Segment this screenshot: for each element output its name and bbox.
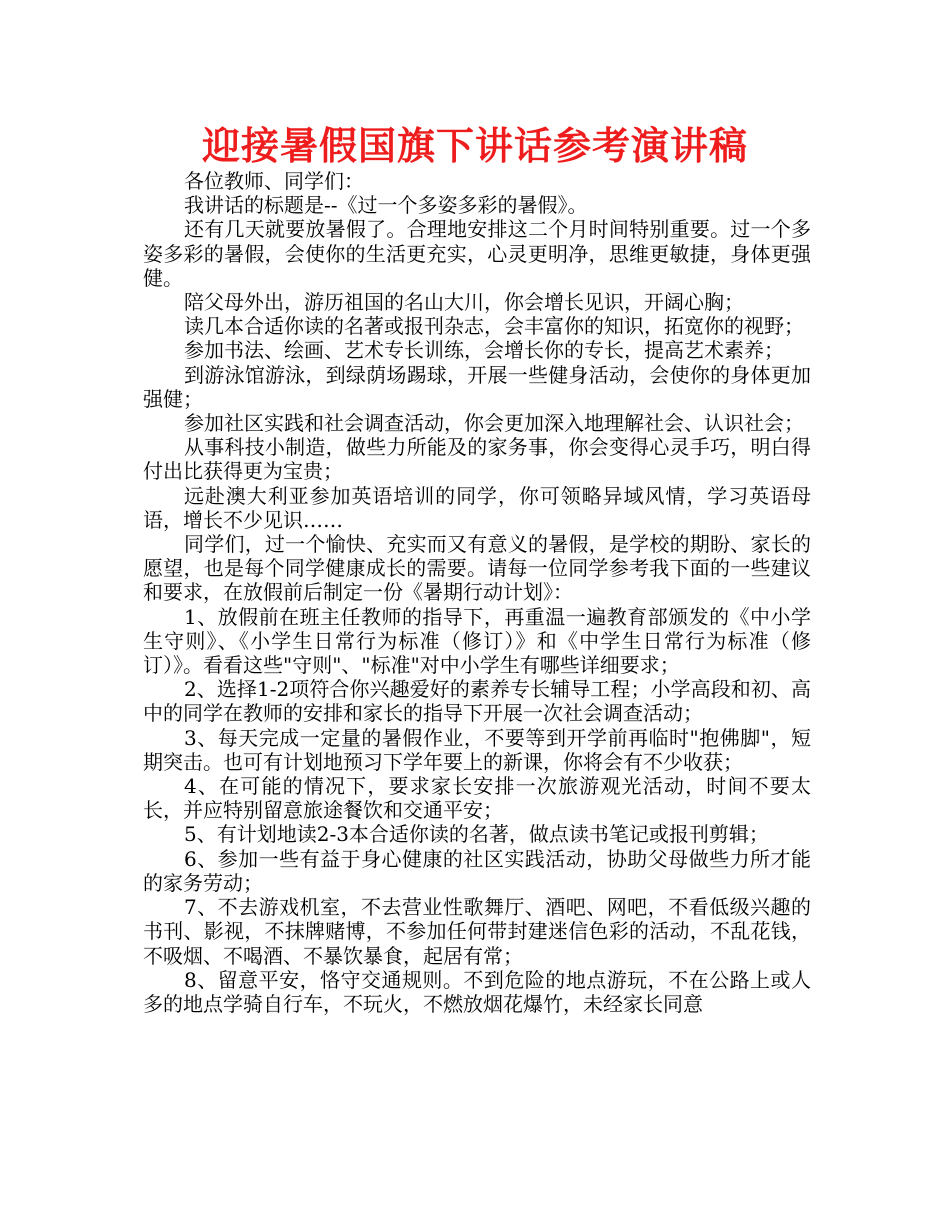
paragraph-topic: 我讲话的标题是--《过一个多姿多彩的暑假》。 — [184, 193, 588, 218]
list-item: 8、留意平安，恪守交通规则。不到危险的地点游玩，不在公路上或人多的地点学骑自行车，不玩火，不燃放烟花爆竹，未经家长同意 — [143, 967, 811, 1016]
paragraph: 参加社区实践和社会调查活动，你会更加深入地理解社会、认识社会； — [184, 411, 804, 436]
list-item: 7、不去游戏机室，不去营业性歌舞厅、酒吧、网吧，不看低级兴趣的书刊、影视，不抹牌赌博，不参加任何带封建迷信色彩的活动，不乱花钱，不吸烟、不喝酒、不暴饮暴食，起居有常； — [143, 895, 811, 968]
list-item: 1、放假前在班主任教师的指导下，再重温一遍教育部颁发的《中小学生守则》、《小学生日常行为标准（修订）》和《中学生日常行为标准（修订）》。看看这些"守则"、"标准"对中小学生有哪些详细要求； — [143, 604, 811, 678]
paragraph: 还有几天就要放暑假了。合理地安排这二个月时间特别重要。过一个多姿多彩的暑假，会使你的生活更充实，心灵更明净，思维更敏捷，身体更强健。 — [143, 217, 811, 290]
paragraph: 陪父母外出，游历祖国的名山大川，你会增长见识，开阔心胸； — [184, 290, 744, 315]
paragraph: 同学们，过一个愉快、充实而又有意义的暑假，是学校的期盼、家长的愿望，也是每个同学健康成长的需要。请每一位同学参考我下面的一些建议和要求，在放假前后制定一份《暑期行动计划》： — [143, 532, 811, 605]
paragraph: 参加书法、绘画、艺术专长训练，会增长你的专长，提高艺术素养； — [184, 338, 784, 363]
list-item: 3、每天完成一定量的暑假作业，不要等到开学前再临时"抱佛脚"，短期突击。也可有计划地预习下学年要上的新课，你将会有不少收获； — [143, 725, 811, 774]
list-item: 2、选择1-2项符合你兴趣爱好的素养专长辅导工程；小学高段和初、高中的同学在教师的安排和家长的指导下开展一次社会调查活动； — [143, 677, 811, 726]
list-item: 4、在可能的情况下，要求家长安排一次旅游观光活动，时间不要太长，并应特别留意旅途餐饮和交通平安； — [143, 774, 811, 823]
paragraph-salutation: 各位教师、同学们： — [184, 169, 364, 193]
list-item: 5、有计划地读2-3本合适你读的名著，做点读书笔记或报刊剪辑； — [184, 822, 769, 847]
paragraph: 到游泳馆游泳，到绿荫场踢球，开展一些健身活动，会使你的身体更加强健； — [143, 362, 811, 411]
list-item: 6、参加一些有益于身心健康的社区实践活动，协助父母做些力所才能的家务劳动； — [143, 846, 811, 895]
paragraph: 远赴澳大利亚参加英语培训的同学，你可领略异域风情，学习英语母语，增长不少见识…… — [143, 483, 811, 532]
document-title: 迎接暑假国旗下讲话参考演讲稿 — [201, 124, 748, 168]
paragraph: 从事科技小制造，做些力所能及的家务事，你会变得心灵手巧，明白得付出比获得更为宝贵； — [143, 435, 811, 484]
paragraph: 读几本合适你读的名著或报刊杂志，会丰富你的知识，拓宽你的视野； — [184, 314, 804, 339]
document-body — [143, 169, 811, 1016]
